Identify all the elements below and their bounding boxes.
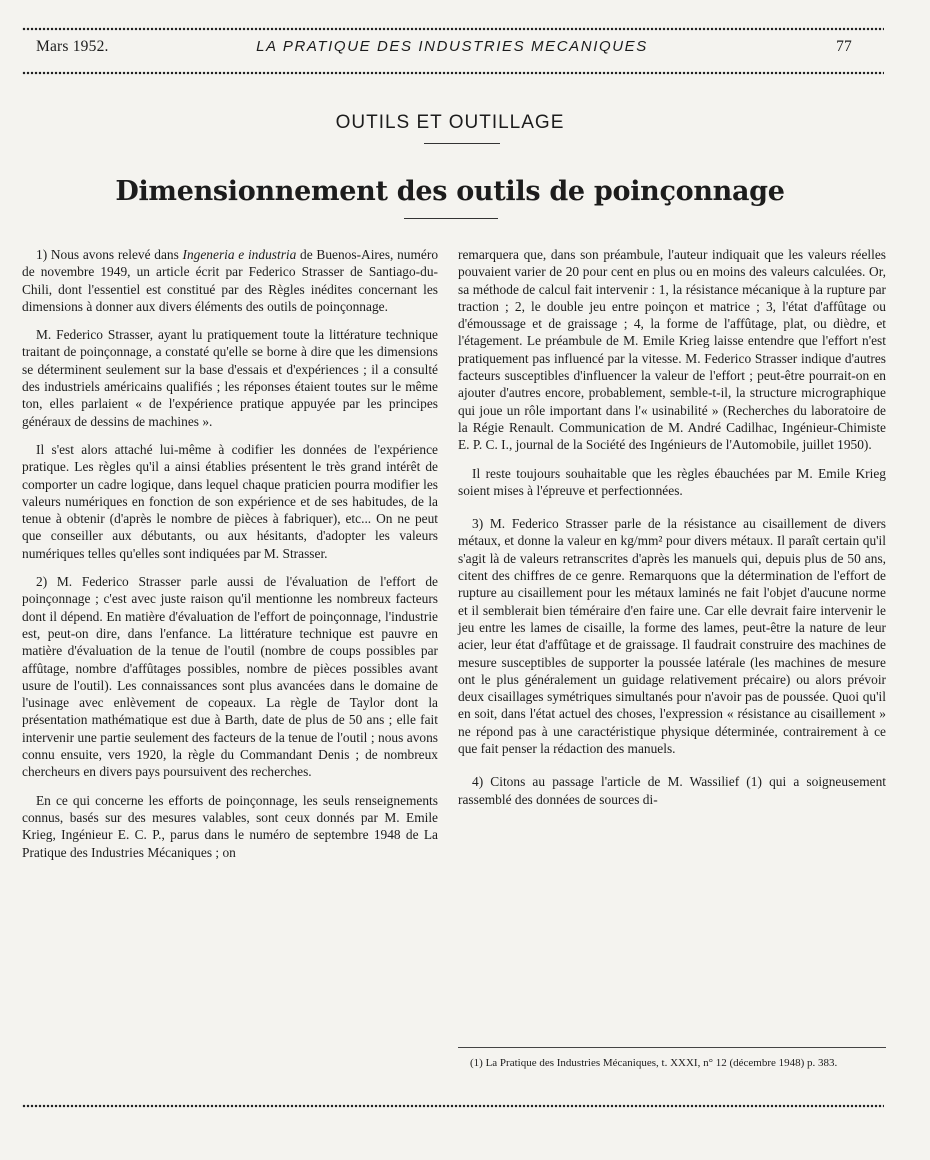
section-title: OUTILS ET OUTILLAGE [335,112,565,133]
footnote: (1) La Pratique des Industries Mécaniques, t. XXXI, n° 12 (décembre 1948) p. 383. [470,1057,838,1069]
right-paragraph-1: remarquera que, dans son préambule, l'auteur indiquait que les valeurs réelles pouvaient varier de 20 pour cent en plus ou en moins des valeurs calculées. Or, sa méthode de calcul fait intervenir : 1, la résistance mécanique à la rupture par traction ; 2, le double jeu entre poinçon et matrice ; 3, l'état d'affûtage ou d'émoussage et de graissage ; 4, la forme de l'affûtage, plat, ou dièdre, et l'étagement. Le préambule de M. Emile Krieg laisse entendre que l'effort n'est pratiquement pas influencé par la vitesse. M. Federico Strasser indique d'autres facteurs susceptibles d'influencer la valeur de l'effort ; peut-être pourrait-on en ajouter d'autres encore, probablement, semble-t-il, la structure micrographique qui joue un rôle important dans l'« usinabilité » (Recherches du laboratoire de la Régie Renault. Communication de M. André Cadilhac, Ingénieur-Chimiste E. P. C. I., journal de la Société des Ingénieurs de l'Automobile, juillet 1950). [458,247,886,453]
section-underline [424,143,500,144]
footnote-rule [458,1047,886,1048]
dotted-rule-header-bottom [22,71,884,75]
dotted-rule-bottom [22,1104,884,1108]
page-number: 77 [836,38,852,55]
left-paragraph-4: 2) M. Federico Strasser parle aussi de l'évaluation de l'effort de poinçonnage ; c'est avec juste raison qu'il mentionne les nombreux facteurs dont il dépend. En matière d'évaluation de l'effort de poinçonnage, l'industrie est, peut-on dire, dans l'enfance. La littérature technique est pauvre en matière d'évaluation de la tenue de l'outil (nombre de coups possibles par affûtage, nombre d'affûtages possibles, nombre de pièces possibles avant usure de l'outil). Les connaissances sont plus avancées dans le domaine de l'usinage avec enlèvement de copeaux. La règle de Taylor dont la présentation mathématique est due à Barth, date de plus de 50 ans ; elle fait intervenir une partie seulement des facteurs de la tenue de l'outil ; nous avons connu ensuite, vers 1920, la règle du Commandant Denis ; de nombreux chercheurs en divers pays poursuivent des recherches. [22,574,438,780]
right-paragraph-2: Il reste toujours souhaitable que les règles ébauchées par M. Emile Krieg soient mises à l'épreuve et perfectionnées. [458,465,886,498]
running-head [36,38,868,62]
left-paragraph-1 [22,246,438,315]
left-paragraph-5: En ce qui concerne les efforts de poinçonnage, les seuls renseignements connus, basés sur des mesures valables, sont ceux donnés par M. Emile Krieg, Ingénieur E. C. P., parus dans le numéro de septembre 1948 de La Pratique des Industries Mécaniques ; on [22,792,438,860]
right-paragraph-4: 4) Citons au passage l'article de M. Wassilief (1) qui a soigneusement rassemblé des données de sources di- [458,774,886,807]
left-paragraph-2: M. Federico Strasser, ayant lu pratiquement toute la littérature technique traitant de poinçonnage, a constaté qu'elle se borne à dire que les dimensions se déterminent seulement sur la base d'essais et d'expériences ; il a consulté des industriels américains qualifiés ; les réponses étaient toutes sur le même ton, elles parlaient « de l'expérience pratique appuyée par les principes généraux de dessins de machines ». [22,327,438,429]
right-column [458,246,886,819]
title-underline [404,218,498,219]
journal-title-italic: Ingeneria e industria [182,247,297,262]
journal-name: LA PRATIQUE DES INDUSTRIES MECANIQUES [256,38,648,55]
para-1-text: 1) Nous avons relevé dans Ingeneria e industria de Buenos-Aires, numéro de novembre 1949, un article écrit par Federico Strasser de Santiago-du-Chili, dont l'essentiel est constitué par des Règles inédites concernant les dimensions à donner aux divers éléments des outils de poinçonnage. [22,247,439,314]
article-title: Dimensionnement des outils de poinçonnage [115,176,785,207]
issue-date: Mars 1952. [36,38,109,55]
left-paragraph-3: Il s'est alors attaché lui-même à codifier les données de l'expérience pratique. Les règles qu'il a ainsi établies présentent le très grand intérêt de comporter un cadre logique, dans lequel chaque praticien pourra modifier les valeurs numériques en fonction de son expérience et de ses habitudes, de la tenue à obtenir (d'après le nombre de pièces à fabriquer), etc... On ne peut que conseiller aux débutants, ou aux hésitants, d'adopter les valeurs numériques telles qu'elles sont indiquées par M. Strasser. [22,441,438,561]
left-column [22,246,438,872]
dotted-rule-top [22,27,884,31]
right-paragraph-3: 3) M. Federico Strasser parle de la résistance au cisaillement de divers métaux, et donne la valeur en kg/mm² pour divers métaux. Il paraît certain qu'il s'agit là de valeurs retranscrites d'après les manuels qui, depuis plus de 50 ans, citent des chiffres de ce genre. Remarquons que la détermination de l'effort de rupture au cisaillement pour les métaux laminés ne fait l'objet d'aucune norme et il semblerait bien téméraire d'en faire une. Car elle devrait faire intervenir le jeu entre les lames de cisaille, la forme des lames, peut-être la nature de leur acier, leur état d'affûtage et de graissage. Il faudrait construire des machines de mesure susceptibles de supporter la poussée latérale (les machines de mesure ont le plus généralement un guidage relativement précaire) ou alors prévoir deux cisaillages symétriques simultanés pour n'avoir pas de poussée. Quoi qu'il en soit, dans l'état actuel des choses, l'expression « résistance au cisaillement » ne répond pas à une caractéristique physique déterminée, contrairement à ce que fait penser la rédaction des manuels. [458,516,886,757]
